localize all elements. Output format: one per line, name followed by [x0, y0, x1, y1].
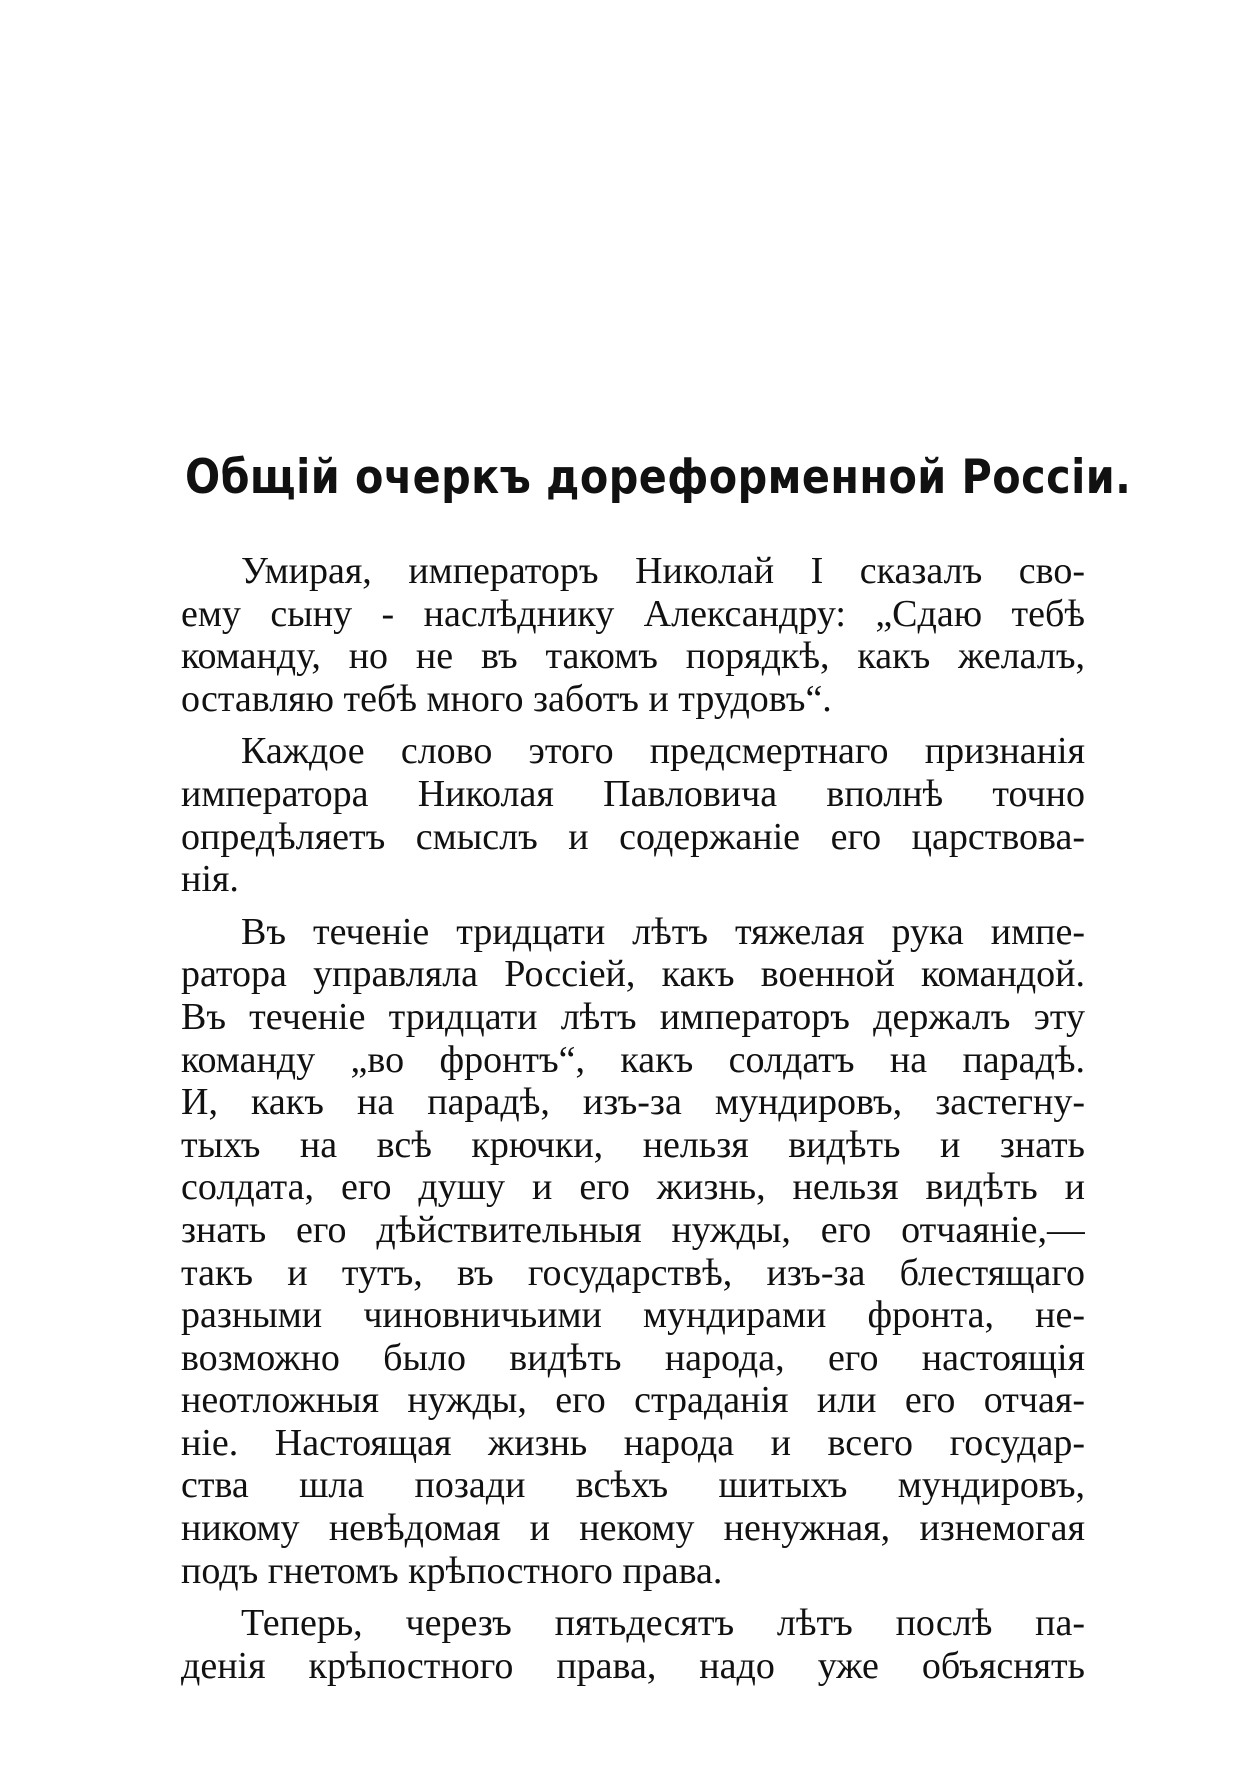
text-line: ніе. Настоящая жизнь народа и всего государ- [181, 1421, 1085, 1464]
text-line: тыхъ на всѣ крючки, нельзя видѣть и знать [181, 1123, 1085, 1166]
text-line: Каждое слово этого предсмертнаго признанія [241, 730, 1085, 773]
text-line: нія. [181, 858, 239, 901]
chapter-heading: Общій очеркъ дореформенной Россіи. [185, 450, 1132, 505]
text-line: денія крѣпостного права, надо уже объяснять [181, 1644, 1085, 1687]
text-line: Умирая, императоръ Николай I сказалъ сво- [241, 550, 1085, 592]
text-line: императора Николая Павловича вполнѣ точно [181, 772, 1085, 815]
text-line: знать его дѣйствительныя нужды, его отчаяніе,— [181, 1208, 1085, 1251]
text-line: возможно было видѣть народа, его настоящія [181, 1336, 1085, 1379]
text-line: Въ теченіе тридцати лѣтъ императоръ держалъ эту [181, 995, 1085, 1038]
text-line: опредѣляетъ смыслъ и содержаніе его царствова- [181, 815, 1085, 858]
text-line: неотложныя нужды, его страданія или его отчая- [181, 1379, 1085, 1422]
text-line: разными чиновничьими мундирами фронта, не- [181, 1294, 1085, 1337]
text-line: команду, но не въ такомъ порядкѣ, какъ желалъ, [181, 635, 1085, 678]
text-line: Въ теченіе тридцати лѣтъ тяжелая рука импе- [241, 910, 1085, 953]
text-line: оставляю тебѣ много заботъ и трудовъ“. [181, 677, 832, 720]
text-line: ратора управляла Россіей, какъ военной командой. [181, 953, 1085, 996]
text-line: И, какъ на парадѣ, изъ-за мундировъ, застегну- [181, 1081, 1085, 1124]
text-line: ства шла позади всѣхъ шитыхъ мундировъ, [181, 1464, 1085, 1507]
paragraph [181, 550, 1085, 720]
paragraph [181, 1602, 1085, 1687]
text-line: никому невѣдомая и некому ненужная, изнемогая [181, 1507, 1085, 1550]
text-line: команду „во фронтъ“, какъ солдатъ на парадѣ. [181, 1038, 1085, 1081]
paragraph [181, 730, 1085, 900]
text-line: ему сыну - наслѣднику Александру: „Сдаю тебѣ [181, 592, 1085, 635]
body-text [181, 550, 1085, 1697]
text-line: подъ гнетомъ крѣпостного права. [181, 1549, 723, 1592]
paragraph [181, 911, 1085, 1593]
text-line: такъ и тутъ, въ государствѣ, изъ-за блестящаго [181, 1251, 1085, 1294]
text-line: Теперь, черезъ пятьдесятъ лѣтъ послѣ па- [241, 1602, 1085, 1645]
text-line: солдата, его душу и его жизнь, нельзя видѣть и [181, 1166, 1085, 1209]
